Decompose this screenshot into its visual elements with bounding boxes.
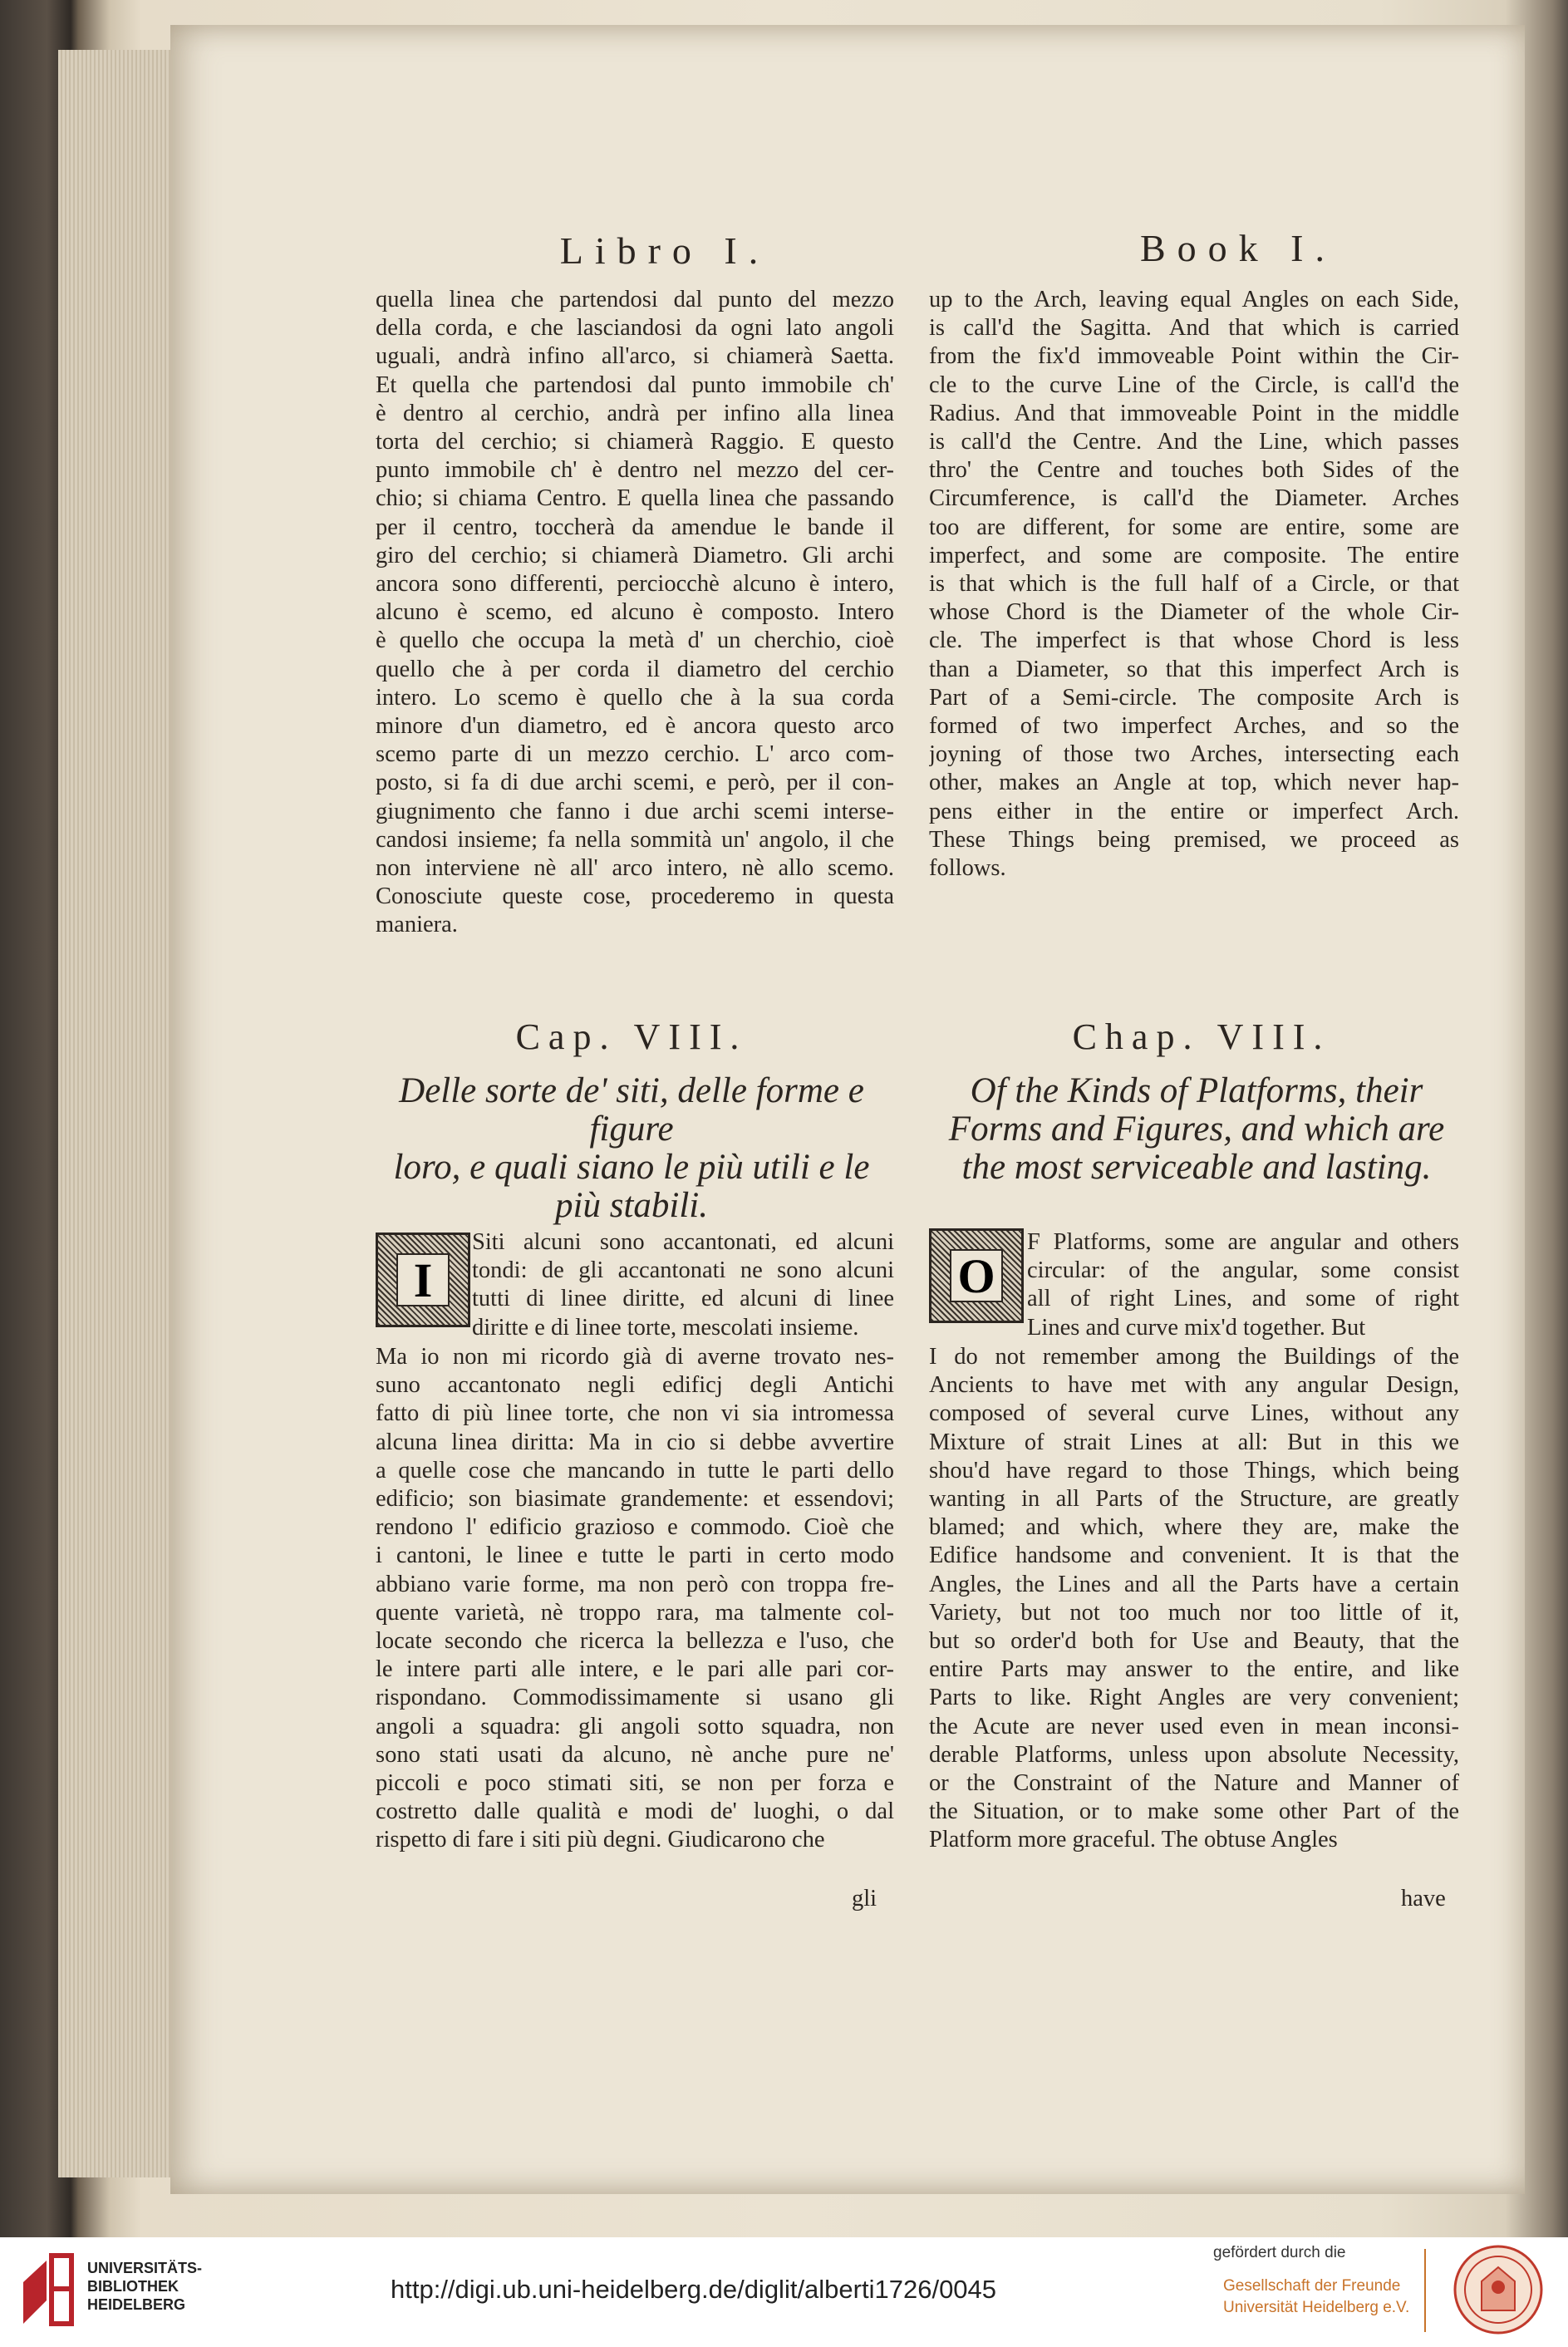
text-line: shou'd have regard to those Things, which being xyxy=(929,1457,1459,1483)
text-line: Platform more graceful. The obtuse Angles xyxy=(929,1827,1338,1853)
text-line: all of right Lines, and some of right xyxy=(1027,1286,1459,1312)
title-line: the most serviceable and lasting. xyxy=(961,1148,1432,1187)
text-line: These Things being premised, we proceed as xyxy=(929,826,1459,853)
left-catchword: gli xyxy=(852,1886,877,1912)
text-line: cle to the curve Line of the Circle, is call'd the xyxy=(929,371,1459,398)
text-line: follows. xyxy=(929,855,1006,882)
text-line: quello che à per corda il diametro del cerchio xyxy=(376,656,894,682)
text-line: Ma io non mi ricordo già di averne trovato nes- xyxy=(376,1344,894,1370)
right-paragraph-1 xyxy=(929,286,1459,883)
text-line: tutti di linee diritte, ed alcuni di linee xyxy=(472,1286,894,1312)
title-line: più stabili. xyxy=(555,1186,708,1225)
text-line: pens either in the entire or imperfect Arch. xyxy=(929,798,1459,824)
text-line: Mixture of strait Lines at all: But in this we xyxy=(929,1429,1459,1455)
text-line: thro' the Centre and touches both Sides of the xyxy=(929,457,1459,484)
library-name: UNIVERSITÄTS- BIBLIOTHEK HEIDELBERG xyxy=(87,2260,203,2313)
text-line: formed of two imperfect Arches, and so the xyxy=(929,713,1459,740)
text-line: joyning of those two Arches, intersecting each xyxy=(929,741,1459,768)
text-line: posto, si fa di due archi scemi, e però, per il con- xyxy=(376,770,894,796)
text-line: cle. The imperfect is that whose Chord is less xyxy=(929,627,1459,654)
text-line: non interviene nè all' arco intero, nè allo scemo. xyxy=(376,855,894,882)
university-library-logo-icon xyxy=(18,2249,76,2329)
right-catchword: have xyxy=(1401,1886,1446,1912)
text-line: blamed; and which, where they are, make the xyxy=(929,1514,1459,1541)
text-line: too are different, for some are entire, some are xyxy=(929,514,1459,540)
right-chapter-number: Chap. VIII. xyxy=(1072,1016,1331,1057)
text-line: rendono l' edificio grazioso e commodo. Cioè che xyxy=(376,1514,894,1541)
text-line: alcuno è scemo, ed alcuno è composto. Intero xyxy=(376,599,894,626)
text-line: suno accantonato negli edificj degli Antichi xyxy=(376,1372,894,1399)
text-line: rispetto di fare i siti più degni. Giudicarono che xyxy=(376,1827,825,1853)
book-page-edges xyxy=(58,50,174,2177)
text-line: from the fix'd immoveable Point within the Cir- xyxy=(929,343,1459,370)
left-paragraph-2 xyxy=(376,1343,894,1855)
text-line: giugnimento che fanno i due archi scemi interse- xyxy=(376,798,894,824)
text-line: is call'd the Sagitta. And that which is carried xyxy=(929,315,1459,342)
text-line: Et quella che partendosi dal punto immobile ch' xyxy=(376,371,894,398)
text-line: imperfect, and some are composite. The entire xyxy=(929,542,1459,568)
title-line: Of the Kinds of Platforms, their xyxy=(970,1071,1423,1110)
text-line: le intere parti alle intere, e le pari alle pari cor- xyxy=(376,1656,894,1683)
permalink-url[interactable]: http://digi.ub.uni-heidelberg.de/diglit/alberti1726/0045 xyxy=(391,2275,997,2304)
text-line: costretto dalle qualità e modi de' luoghi, o dal xyxy=(376,1798,894,1825)
left-chapter-number: Cap. VIII. xyxy=(515,1016,748,1057)
text-line: della corda, e che lasciandosi da ogni lato angoli xyxy=(376,315,894,342)
left-paragraph-1 xyxy=(376,286,894,940)
text-line: the Acute are never used even in mean inconsi- xyxy=(929,1713,1459,1739)
text-line: punto immobile ch' è dentro nel mezzo del cer- xyxy=(376,457,894,484)
text-line: circular: of the angular, some consist xyxy=(1027,1257,1459,1284)
title-line: loro, e quali siano le più utili e le xyxy=(393,1148,870,1187)
text-line: composed of several curve Lines, without any xyxy=(929,1400,1459,1427)
text-line: uguali, andrà infino all'arco, si chiamerà Saetta. xyxy=(376,343,894,370)
title-line: Delle sorte de' siti, delle forme e figure xyxy=(399,1071,864,1149)
text-line: other, makes an Angle at top, which never hap- xyxy=(929,770,1459,796)
text-line: F Platforms, some are angular and others xyxy=(1027,1229,1459,1255)
text-line: rispondano. Commodissimamente si usano gli xyxy=(376,1685,894,1711)
footer-divider xyxy=(1424,2249,1426,2332)
university-seal-icon xyxy=(1452,2244,1544,2335)
text-line: angoli a squadra: gli angoli sotto squadra, non xyxy=(376,1713,894,1739)
title-line: Forms and Figures, and which are xyxy=(948,1110,1445,1149)
text-line: piccoli e poco stimati siti, se non per forza e xyxy=(376,1770,894,1797)
text-line: is call'd the Centre. And the Line, which passes xyxy=(929,429,1459,455)
text-line: than a Diameter, so that this imperfect Arch is xyxy=(929,656,1459,682)
text-line: whose Chord is the Diameter of the whole Cir- xyxy=(929,599,1459,626)
text-line: Siti alcuni sono accantonati, ed alcuni xyxy=(472,1229,894,1255)
right-initial-capital: O xyxy=(929,1228,1024,1323)
text-line: alcuna linea diritta: Ma in cio si debbe avvertire xyxy=(376,1429,894,1455)
text-line: Conosciute queste cose, procederemo in questa xyxy=(376,883,894,910)
text-line: sono stati usati da alcuno, nè anche pure ne' xyxy=(376,1741,894,1768)
text-line: locate secondo che ricerca la bellezza e l'uso, che xyxy=(376,1628,894,1655)
text-line: derable Platforms, unless upon absolute Necessity, xyxy=(929,1741,1459,1768)
right-drop-lines xyxy=(1027,1228,1459,1342)
text-line: torta del cerchio; si chiamerà Raggio. E questo xyxy=(376,429,894,455)
text-line: minore d'un diametro, ed è ancora questo arco xyxy=(376,713,894,740)
right-chapter-title xyxy=(922,1072,1471,1187)
text-line: Lines and curve mix'd together. But xyxy=(1027,1314,1366,1341)
text-line: or the Constraint of the Nature and Manner of xyxy=(929,1770,1459,1797)
text-line: giro del cerchio; si chiamerà Diametro. Gli archi xyxy=(376,542,894,568)
text-line: tondi: de gli accantonati ne sono alcuni xyxy=(472,1257,894,1284)
text-line: Circumference, is call'd the Diameter. Arches xyxy=(929,485,1459,512)
text-line: Radius. And that immoveable Point in the middle xyxy=(929,400,1459,426)
text-line: quente varietà, nè troppo rara, ma talmente col- xyxy=(376,1599,894,1626)
text-line: is that which is the full half of a Circle, or that xyxy=(929,571,1459,598)
left-running-header: Libro I. xyxy=(559,229,770,272)
text-line: wanting in all Parts of the Structure, are greatly xyxy=(929,1486,1459,1513)
text-line: entire Parts may answer to the entire, and like xyxy=(929,1656,1459,1683)
text-line: quella linea che partendosi dal punto del mezzo xyxy=(376,287,894,312)
text-line: but so order'd both for Use and Beauty, that the xyxy=(929,1628,1459,1655)
text-line: è dentro al cerchio, andrà per infino alla linea xyxy=(376,400,894,426)
text-line: Variety, but not too much nor too little of it, xyxy=(929,1599,1459,1626)
text-line: maniera. xyxy=(376,912,458,938)
text-line: Part of a Semi-circle. The composite Arch is xyxy=(929,684,1459,711)
text-line: scemo parte di un mezzo cerchio. L' arco com- xyxy=(376,741,894,768)
text-line: abbiano varie forme, ma non però con troppa fre- xyxy=(376,1571,894,1597)
text-line: intero. Lo scemo è quello che à la sua corda xyxy=(376,684,894,711)
text-line: ancora sono differenti, perciocchè alcuno è intero, xyxy=(376,571,894,598)
right-running-header: Book I. xyxy=(1140,227,1336,269)
text-line: è quello che occupa la metà d' un cherchio, cioè xyxy=(376,627,894,654)
text-line: the Situation, or to make some other Part of the xyxy=(929,1798,1459,1825)
left-chapter-title xyxy=(366,1072,897,1225)
text-line: Angles, the Lines and all the Parts have a certain xyxy=(929,1571,1459,1597)
text-line: fatto di più linee torte, che non vi sia intromessa xyxy=(376,1400,894,1427)
text-line: a quelle cose che mancando in tutte le parti dello xyxy=(376,1457,894,1483)
text-line: Edifice handsome and convenient. It is that the xyxy=(929,1543,1459,1569)
text-line: Parts to like. Right Angles are very convenient; xyxy=(929,1685,1459,1711)
text-line: edificio; son biasimate grandemente: et essendovi; xyxy=(376,1486,894,1513)
sponsor-label: gefördert durch die xyxy=(1213,2244,1346,2261)
left-initial-capital: I xyxy=(376,1233,470,1327)
text-line: up to the Arch, leaving equal Angles on each Side, xyxy=(929,287,1459,312)
text-line: candosi insieme; fa nella sommità un' angolo, il che xyxy=(376,826,894,853)
text-line: per il centro, toccherà da amendue le bande il xyxy=(376,514,894,540)
right-paragraph-2 xyxy=(929,1343,1459,1855)
sponsor-name[interactable]: Gesellschaft der Freunde Universität Heidelberg e.V. xyxy=(1223,2277,1410,2316)
text-line: Ancients to have met with any angular Design, xyxy=(929,1372,1459,1399)
text-line: i cantoni, le linee e tutte le parti in certo modo xyxy=(376,1543,894,1569)
text-line: I do not remember among the Buildings of the xyxy=(929,1344,1459,1370)
text-line: chio; si chiama Centro. E quella linea che passando xyxy=(376,485,894,512)
left-drop-lines xyxy=(472,1228,894,1342)
text-line: diritte e di linee torte, mescolati insieme. xyxy=(472,1314,859,1341)
